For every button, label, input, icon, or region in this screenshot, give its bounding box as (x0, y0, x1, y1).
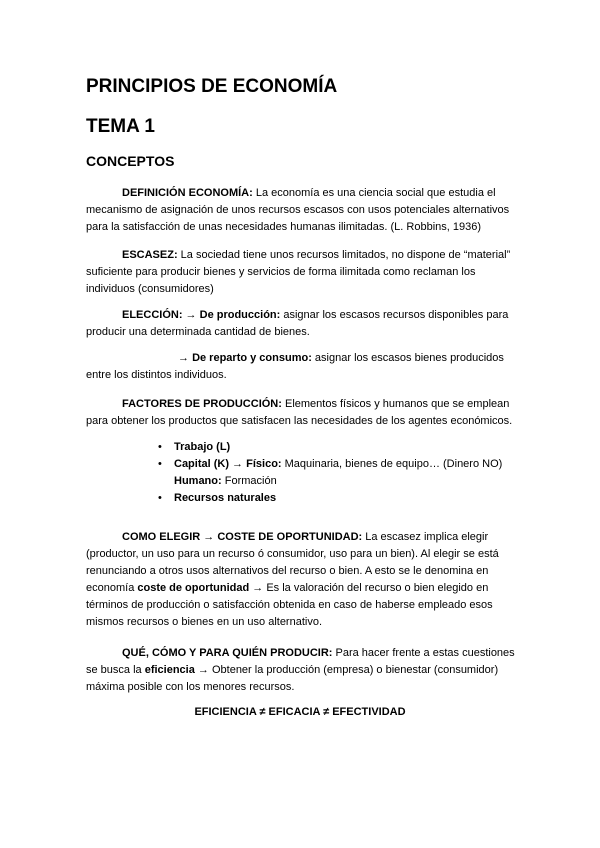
humano-text: Formación (221, 475, 277, 487)
reparto-text: asignar los escasos bienes producidos entre los distintos individuos. (86, 352, 504, 381)
fisico-text: Maquinaria, bienes de equipo… (Dinero NO) (281, 458, 503, 470)
fisico-term: Físico: (246, 458, 282, 470)
escasez-text: La sociedad tiene unos recursos limitados, no dispone de “material” suficiente para producir bienes y servicios de forma ilimitada como reclaman los individuos (consumidores) (86, 249, 511, 295)
eleccion-term: ELECCIÓN: (122, 309, 183, 321)
list-item (158, 439, 518, 456)
bullet-icon: • (158, 458, 162, 470)
coste-text-1: La escasez implica elegir (productor, un uso para un recurso ó consumidor, uso para un bien). Al elegir se está renunciando a otros usos alternativos del recurso o bien. A esto se le denomina en economía (86, 531, 499, 594)
coste-text-2: Es la valoración del recurso o bien elegido en términos de producción o satisfacción obtenida en caso de haberse empleado esos mismos recursos o bienes en un uso alternativo. (86, 582, 493, 628)
reparto-term: De reparto y consumo: (192, 352, 312, 364)
coste-oportunidad-term: coste de oportunidad (137, 582, 250, 594)
recursos-label: Recursos naturales (174, 492, 277, 504)
arrow-icon: → (194, 664, 212, 676)
que-como-text-1: Para hacer frente a estas cuestiones se busca la (86, 647, 515, 676)
factores-term: FACTORES DE PRODUCCIÓN: (122, 398, 282, 410)
list-subitem (158, 473, 518, 490)
eficiencia-term: eficiencia (144, 664, 195, 676)
escasez-term: ESCASEZ: (122, 249, 178, 261)
arrow-icon: → (182, 309, 200, 321)
produccion-term: De producción: (199, 309, 281, 321)
capital-label: Capital (K) (174, 458, 229, 470)
humano-term: Humano: (174, 475, 222, 487)
trabajo-label: Trabajo (L) (174, 441, 231, 453)
escasez-paragraph (86, 247, 518, 298)
arrow-icon: → (249, 582, 267, 594)
produccion-text: asignar los escasos recursos disponibles para producir una determinada cantidad de bienes. (86, 309, 509, 338)
coste-paragraph (86, 529, 518, 631)
doc-title: PRINCIPIOS DE ECONOMÍA (86, 76, 338, 97)
tema-heading: TEMA 1 (86, 116, 155, 137)
coste-term: COSTE DE OPORTUNIDAD: (217, 531, 363, 543)
section-heading: CONCEPTOS (86, 153, 175, 169)
factores-paragraph (86, 396, 518, 430)
arrow-icon: → (200, 531, 218, 543)
bullet-icon: • (158, 492, 162, 504)
que-como-text-2: Obtener la producción (empresa) o bienestar (consumidor) máxima posible con los menores recursos. (86, 664, 499, 693)
arrow-icon: → (178, 352, 193, 364)
como-elegir-term: COMO ELEGIR (122, 531, 201, 543)
list-item (158, 490, 518, 507)
definicion-text: La economía es una ciencia social que estudia el mecanismo de asignación de unos recursos escasos con usos potenciales alternativos para la satisfacción de unas necesidades humanas ilimitadas. (L. Robbins, 1936) (86, 187, 510, 233)
definicion-term: DEFINICIÓN ECONOMÍA: (122, 187, 253, 199)
que-como-paragraph (86, 645, 518, 696)
bullet-icon: • (158, 441, 162, 453)
reparto-paragraph (86, 350, 518, 384)
factores-list (158, 439, 518, 507)
que-como-term: QUÉ, CÓMO Y PARA QUIÉN PRODUCIR: (122, 647, 333, 659)
list-item (158, 456, 518, 473)
factores-text: Elementos físicos y humanos que se emplean para obtener los productos que satisfacen las necesidades de los agentes económicos. (86, 398, 513, 427)
definicion-paragraph (86, 185, 518, 236)
arrow-icon: → (229, 458, 247, 470)
eficiencia-formula: EFICIENCIA ≠ EFICACIA ≠ EFECTIVIDAD (194, 706, 406, 718)
eleccion-paragraph (86, 307, 518, 341)
